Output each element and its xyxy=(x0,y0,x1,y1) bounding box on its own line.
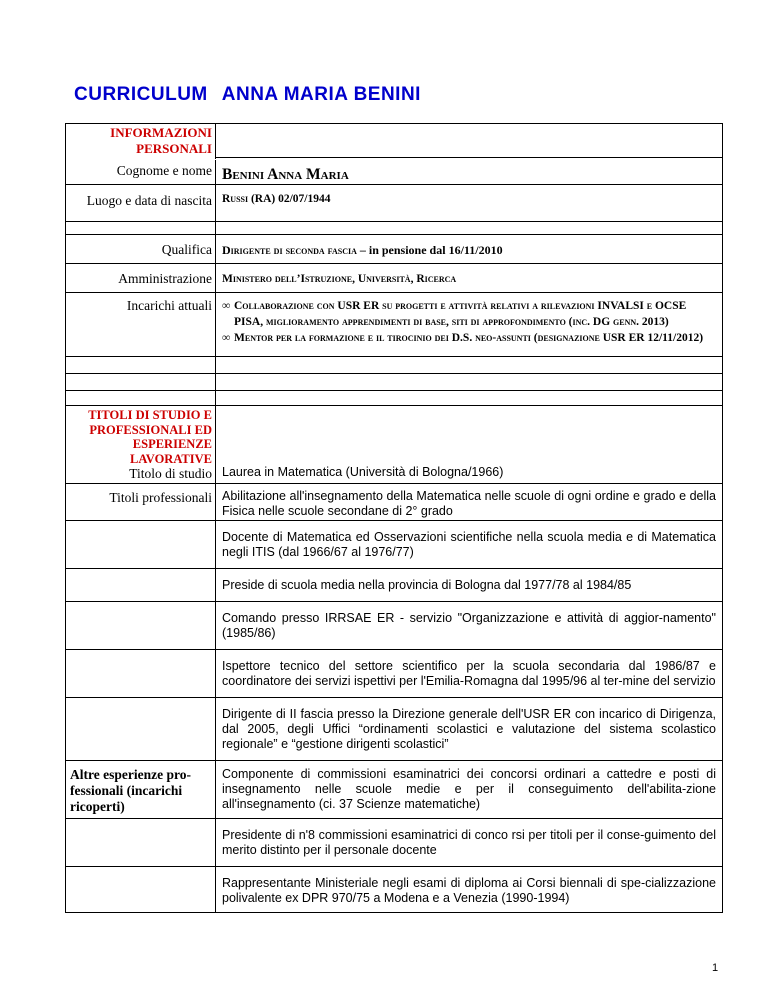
label-incarichi: Incarichi attuali xyxy=(66,293,216,356)
value-amministrazione: Ministero dell’Istruzione, Università, Ricerca xyxy=(222,273,457,285)
professionali-entry: Ispettore tecnico del settore scientifico per la scuola secondaria dal 1986/87 e coordinatore dei servizi ispettivi per l'Emilia-Romagna dal 1995/96 al ter-mine del servizio xyxy=(222,659,716,688)
row-altre xyxy=(65,760,723,818)
section-studies-title: TITOLI DI STUDIO E PROFESSIONALI ED ESPERIENZE LAVORATIVE xyxy=(88,408,212,466)
infinity-bullet-icon: ∞ xyxy=(222,332,231,344)
title-label: CURRICULUM xyxy=(74,84,208,105)
section-personal-title: INFORMAZIONI PERSONALI xyxy=(110,125,212,156)
qualifica-status: – in pensione dal 16/11/2010 xyxy=(356,243,503,257)
professionali-entry: Abilitazione all'insegnamento della Matematica nelle scuole di ogni ordine e grado e della Fisica nelle scuole secondane di 2° grado xyxy=(222,489,716,518)
label-titolo: Titolo di studio xyxy=(129,466,212,481)
document-title xyxy=(74,84,421,106)
altre-entry: Rappresentante Ministeriale negli esami di diploma ai Corsi biennali di spe-cializzazione polivalente ex DPR 970/75 a Modena e a Venezia (1990-1994) xyxy=(222,876,716,905)
row-qualifica xyxy=(65,234,723,263)
professionali-entry: Docente di Matematica ed Osservazioni scientifiche nella scuola media e di Matematica negli ITIS (dal 1966/67 al 1976/77) xyxy=(222,530,716,559)
value-qualifica xyxy=(216,235,722,263)
row-personal-header xyxy=(65,123,723,158)
professionali-entry: Comando presso IRRSAE ER - servizio "Organizzazione e attività di aggior-namento" (1985/86) xyxy=(222,611,716,640)
row-studies-header xyxy=(65,405,723,483)
label-qualifica: Qualifica xyxy=(66,235,216,263)
row-amministrazione xyxy=(65,263,723,292)
altre-entry: Presidente di n'8 commissioni esaminatrici di conco rsi per titoli per il conse-guimento del merito distinto per il personale docente xyxy=(222,828,716,857)
row-incarichi xyxy=(65,292,723,356)
altre-entry: Componente di commissioni esaminatrici dei concorsi ordinari a cattedre e posti di insegnamento nelle scuole medie e per il conseguimento dell'abilita-zione all'insegnamento (ci. 37 Scienze matematiche) xyxy=(222,767,716,811)
row-cognome-value xyxy=(65,160,723,184)
title-name: ANNA MARIA BENINI xyxy=(221,84,421,105)
professionali-entry: Preside di scuola media nella provincia di Bologna dal 1977/78 al 1984/85 xyxy=(222,578,632,592)
label-altre: Altre esperienze pro-fessionali (incarichi ricoperti) xyxy=(66,761,216,818)
page-number: 1 xyxy=(712,962,719,974)
value-titolo: Laurea in Matematica (Università di Bologna/1966) xyxy=(222,465,504,479)
label-professionali: Titoli professionali xyxy=(66,484,216,520)
infinity-bullet-icon: ∞ xyxy=(222,300,231,312)
list-item: ∞ Mentor per la formazione e il tirocinio dei D.S. neo-assunti (designazione USR ER 12/11/2012) xyxy=(222,332,704,344)
label-cognome: Cognome e nome xyxy=(66,160,216,184)
professionali-entry: Dirigente di II fascia presso la Direzione generale dell'USR ER con incarico di Dirigenza, dal 2005, degli Uffici “ordinamenti scolastici e valutazione del sistema scolastico regionale” e “gestione dirigenti scolastici” xyxy=(222,707,716,751)
list-item: ∞ Collaborazione con USR ER su progetti e attività relativi a rilevazioni INVALSI e OCSE PISA, miglioramento apprendimenti di base, siti di approfondimento (inc. DG genn. 2013) xyxy=(222,300,687,328)
qualifica-role: Dirigente di seconda fascia xyxy=(222,243,357,257)
value-luogo: Russi (RA) 02/07/1944 xyxy=(222,193,331,205)
value-cognome: Benini Anna Maria xyxy=(222,166,349,183)
label-luogo: Luogo e data di nascita xyxy=(66,185,216,221)
incarichi-list xyxy=(222,298,716,346)
label-amministrazione: Amministrazione xyxy=(66,264,216,292)
row-professionali xyxy=(65,483,723,520)
row-luogo xyxy=(65,184,723,221)
cv-table xyxy=(65,123,723,913)
